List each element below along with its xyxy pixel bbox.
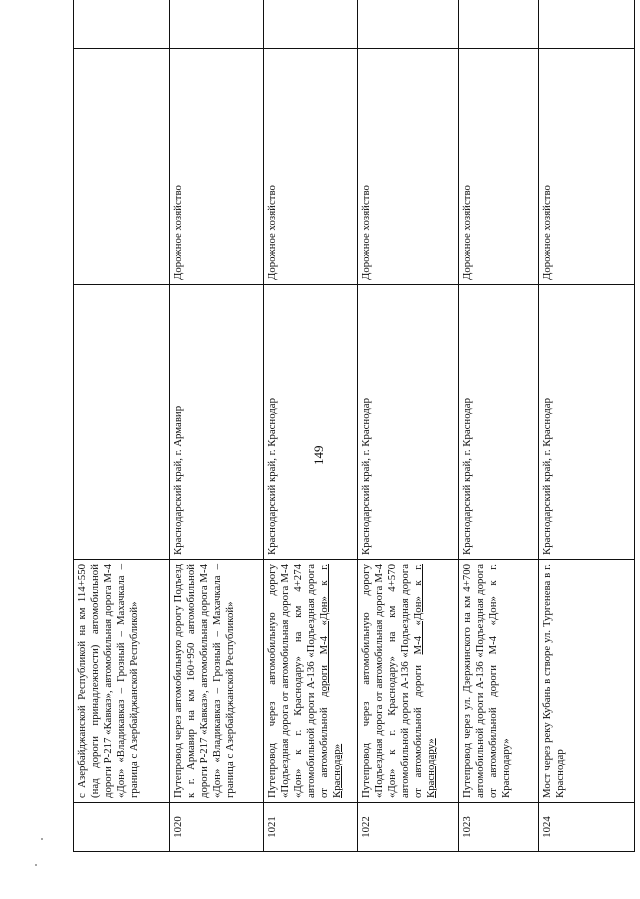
object-location: Краснодарский край, г. Армавир (170, 285, 264, 560)
object-name-text: Путепровод через автомобильную дорогу «Подъездная дорога от автомобильная дорога М-4 «Дон» к г. Краснодару» на км 4+274 автомобильной дороги А-136 «Подъездная дорога от автомобильной (266, 564, 330, 798)
row-number: 1020 (170, 803, 264, 852)
empty-cell (459, 0, 539, 49)
table-row (170, 0, 264, 852)
object-name: Мост через реку Кубань в створе ул. Тургенева в г. Краснодар (539, 560, 635, 803)
empty-cell (264, 0, 358, 49)
table-row (459, 0, 539, 852)
scan-speck (41, 838, 43, 840)
object-name (264, 560, 358, 803)
table-row (264, 0, 358, 852)
table-row (74, 0, 170, 852)
rotated-table-container (73, 9, 634, 852)
row-number (74, 803, 170, 852)
object-name (358, 560, 459, 803)
object-location: Краснодарский край, г. Краснодар (459, 285, 539, 560)
table-row (539, 0, 635, 852)
object-purpose: Дорожное хозяйство (539, 49, 635, 285)
row-number: 1021 (264, 803, 358, 852)
row-number: 1024 (539, 803, 635, 852)
empty-cell (170, 0, 264, 49)
row-number: 1022 (358, 803, 459, 852)
object-name-underlined: дороги М-4 «Дон» к г. Краснодар» (317, 563, 343, 798)
object-purpose: Дорожное хозяйство (170, 49, 264, 285)
page-number-text: 149 (311, 445, 326, 465)
page-number (312, 441, 332, 471)
row-number: 1023 (459, 803, 539, 852)
object-location: Краснодарский край, г. Краснодар (539, 285, 635, 560)
object-purpose: Дорожное хозяйство (264, 49, 358, 285)
empty-cell (539, 0, 635, 49)
object-name-text: Путепровод через автомобильную дорогу «Подъездная дорога от автомобильная дорога М-4 «Дон» к г. Краснодару» на км 4+570 автомобильной дороги А-136 «Подъездная дорога от автомобильной дороги (360, 564, 424, 798)
objects-table (73, 0, 635, 852)
scan-speck (35, 864, 37, 866)
table-row (358, 0, 459, 852)
object-name: Путепровод через ул. Дзержинского на км 4+700 автомобильной дороги А-136 «Подъездная дорога от автомобильной дороги М-4 «Дон» к г. Краснодару» (459, 560, 539, 803)
empty-cell (358, 0, 459, 49)
object-name: Путепровод через автомобильную дорогу Подъезд к г. Армавир на км 160+950 автомобильной дороги Р-217 «Кавказ», автомобильная дорога М-4 «Дон» «Владикавказ – Грозный – Махачкала – граница с Азербайджанской Республикой» (170, 560, 264, 803)
object-purpose: Дорожное хозяйство (358, 49, 459, 285)
object-purpose (74, 49, 170, 285)
object-name-underlined: М-4 «Дон» к г. Краснодару» (411, 564, 437, 798)
object-name: с Азербайджанской Республикой на км 114+550 (над дороги принадлежности) автомобильной дороги Р-217 «Кавказ», автомобильная дорога М-4 «Дон» «Владикавказ – Грозный – Махачкала – граница с Азербайджанской Республикой» (74, 560, 170, 803)
object-purpose: Дорожное хозяйство (459, 49, 539, 285)
empty-cell (74, 0, 170, 49)
object-location (74, 285, 170, 560)
object-location: Краснодарский край, г. Краснодар (264, 285, 358, 560)
object-location: Краснодарский край, г. Краснодар (358, 285, 459, 560)
